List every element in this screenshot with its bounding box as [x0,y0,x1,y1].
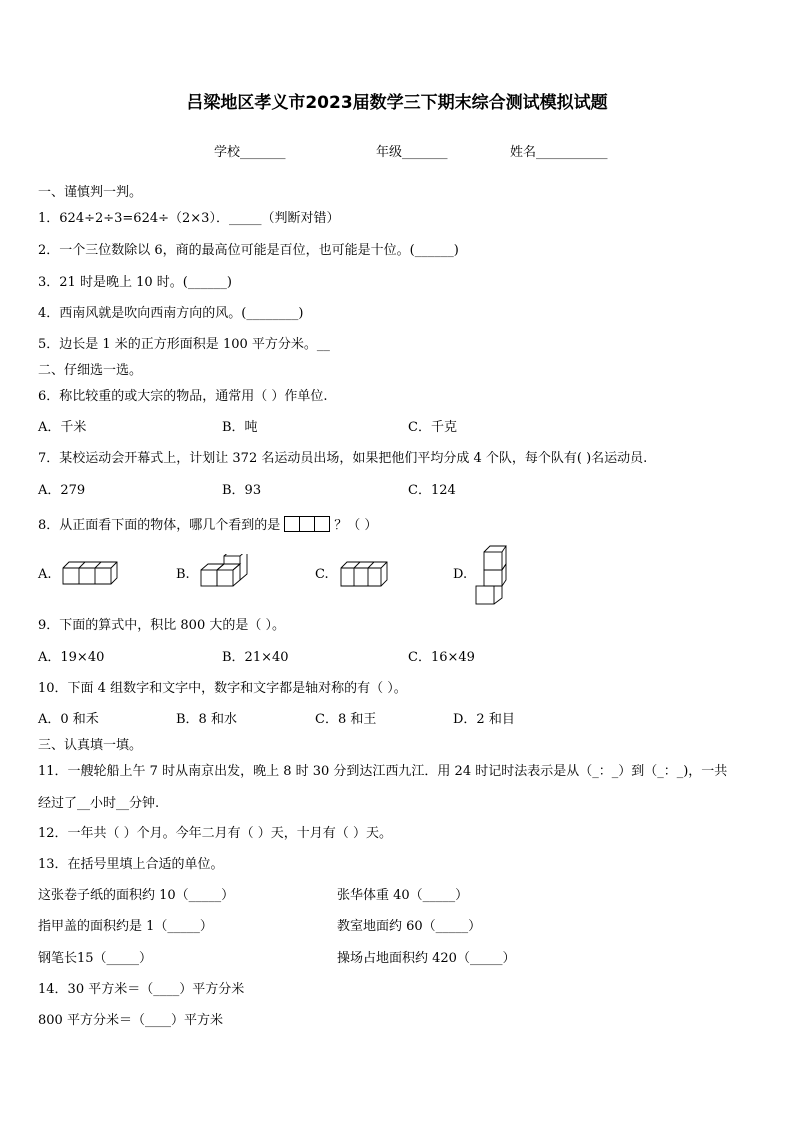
question-13: 13．在括号里填上合适的单位。 [38,857,224,872]
q6-option-b: B．吨 [222,420,258,435]
section-1-heading: 一、谨慎判一判。 [38,185,143,200]
three-square-view [284,516,330,536]
q8-text: 8．从正面看下面的物体，哪几个看到的是 [38,518,281,533]
q7-option-a: A．279 [38,483,86,498]
q8-option-a: A. [38,567,52,582]
q10-option-d: D．2 和目 [453,712,515,727]
question-2: 2．一个三位数除以 6，商的最高位可能是百位，也可能是十位。(______) [38,243,459,258]
q8-option-b: B. [176,567,190,582]
q9-option-b: B．21×40 [222,650,289,665]
question-6: 6．称比较重的或大宗的物品，通常用（ ）作单位. [38,389,328,404]
cube-figure-a [62,558,120,590]
question-9: 9．下面的算式中，积比 800 大的是（ ）。 [38,618,285,633]
question-8 [38,514,377,536]
question-5: 5．边长是 1 米的正方形面积是 100 平方分米。__ [38,337,330,352]
q13-item-6: 操场占地面积约 420（_____） [337,951,516,966]
q13-item-1: 这张卷子纸的面积约 10（_____） [38,888,235,903]
section-3-heading: 三、认真填一填。 [38,738,143,753]
school-field: 学校_______ [214,145,286,160]
question-3: 3．21 时是晚上 10 时。(______) [38,275,232,290]
grade-field: 年级_______ [376,145,448,160]
q13-item-5: 钢笔长15（_____） [38,951,153,966]
q13-item-4: 教室地面约 60（_____） [337,919,482,934]
q9-option-a: A．19×40 [38,650,105,665]
q10-option-a: A．0 和禾 [38,712,99,727]
question-7: 7．某校运动会开幕式上，计划让 372 名运动员出场，如果把他们平均分成 4 个队，每个队有( )名运动员. [38,451,648,466]
question-11-cont: 经过了__小时__分钟. [38,796,160,811]
q13-item-3: 指甲盖的面积约是 1（_____） [38,919,213,934]
q13-item-2: 张华体重 40（_____） [337,888,469,903]
q8-option-d: D. [453,567,468,582]
q7-option-b: B．93 [222,483,262,498]
page-title: 吕梁地区孝义市2023届数学三下期末综合测试模拟试题 [186,93,608,113]
question-14: 14．30 平方米＝（____）平方分米 [38,982,245,997]
q9-option-c: C．16×49 [408,650,475,665]
q10-option-b: B．8 和水 [176,712,237,727]
section-2-heading: 二、仔细选一选。 [38,363,143,378]
q10-option-c: C．8 和王 [315,712,377,727]
question-14-cont: 800 平方分米＝（____）平方米 [38,1013,223,1028]
q6-option-c: C．千克 [408,420,457,435]
q8-text-end: ？（ ） [334,518,378,533]
question-1: 1．624÷2÷3=624÷（2×3）．_____（判断对错） [38,211,340,226]
question-12: 12．一年共（ ）个月。今年二月有（ ）天，十月有（ ）天。 [38,826,392,841]
cube-figure-d [475,544,507,610]
name-field: 姓名___________ [510,145,608,160]
q6-option-a: A．千米 [38,420,87,435]
cube-figure-b [200,554,252,592]
q7-option-c: C．124 [408,483,456,498]
q8-option-c: C. [315,567,329,582]
question-11: 11．一艘轮船上午 7 时从南京出发，晚上 8 时 30 分到达江西九江．用 24 时记时法表示是从（_：_）到（_：_)，一共 [38,764,728,779]
question-4: 4．西南风就是吹向西南方向的风。(________) [38,306,304,321]
cube-figure-c [340,558,390,592]
question-10: 10．下面 4 组数字和文字中，数字和文字都是轴对称的有（ ）。 [38,681,407,696]
